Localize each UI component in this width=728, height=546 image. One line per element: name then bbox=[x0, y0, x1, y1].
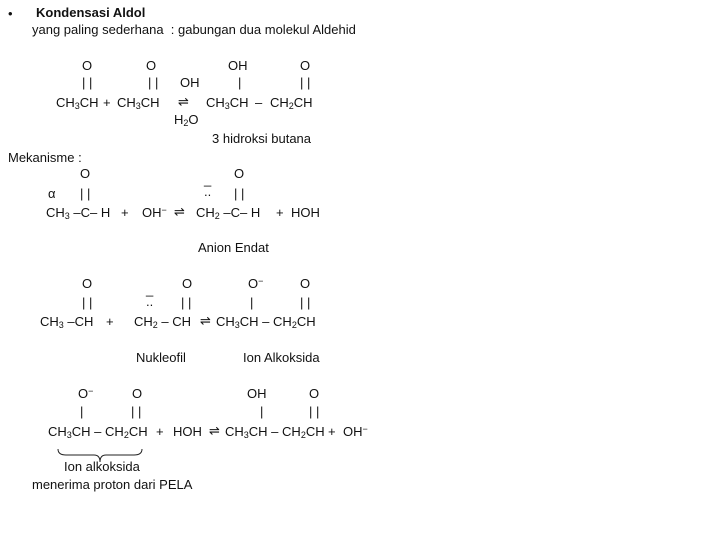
ion-alkoksida-label: Ion alkoksida bbox=[64, 459, 140, 474]
bullet-icon: • bbox=[8, 6, 13, 21]
double-bond-2: | | bbox=[181, 295, 192, 310]
mechanism-label: Mekanisme : bbox=[8, 150, 82, 165]
carbonyl-o-4: O bbox=[300, 276, 311, 291]
water: HOH bbox=[291, 205, 320, 220]
double-bond-1: | | bbox=[82, 295, 93, 310]
hydroxide-ion: OH− bbox=[142, 205, 167, 220]
carbonyl-o-right: O bbox=[234, 166, 245, 181]
double-bond-4: | | bbox=[300, 295, 311, 310]
double-bond-1: | | bbox=[82, 75, 93, 90]
acetaldehyde: $CH_3$ –C– H bbox=[46, 205, 111, 221]
equilibrium-arrow: ⇌ bbox=[200, 313, 211, 328]
alkoxide-label: Ion Alkoksida bbox=[243, 350, 320, 365]
negative-mark: _ bbox=[204, 172, 212, 187]
bond-dash: – bbox=[255, 95, 263, 110]
carbonyl-o-1: O bbox=[132, 386, 143, 401]
lone-pair: .. bbox=[204, 184, 212, 199]
enolate: $CH_2$ – CH bbox=[134, 314, 192, 330]
carbonyl-o-2: O bbox=[146, 58, 157, 73]
carbonyl-o-2: O bbox=[182, 276, 193, 291]
alkoxide-o: O− bbox=[78, 386, 94, 401]
negative-mark: _ bbox=[146, 282, 154, 297]
double-bond-left: | | bbox=[80, 186, 91, 201]
water: HOH bbox=[173, 424, 202, 439]
double-bond-right: | | bbox=[234, 186, 245, 201]
lone-pair: .. bbox=[146, 294, 154, 309]
hydroxyl-top: OH bbox=[228, 58, 248, 73]
aldol-product: $CH_3CH - CH_2CH$ bbox=[225, 424, 325, 440]
equilibrium-arrow: ⇌ bbox=[178, 94, 189, 109]
alkoxide-reactant: $CH_3CH - CH_2CH$ bbox=[48, 424, 148, 440]
carbonyl-o-1: O bbox=[82, 276, 93, 291]
heading: Kondensasi Aldol bbox=[36, 5, 146, 20]
equilibrium-arrow: ⇌ bbox=[209, 423, 220, 438]
double-bond-4: | | bbox=[309, 404, 320, 419]
hydroxyl-mid: OH bbox=[180, 75, 200, 90]
alpha-label: α bbox=[48, 186, 56, 201]
reactant-ch3ch-a: $CH_3CH$ bbox=[56, 95, 99, 111]
carbonyl-o-2: O bbox=[309, 386, 320, 401]
carbonyl-o-left: O bbox=[80, 166, 91, 181]
plus-sign-2: + bbox=[328, 424, 336, 439]
proton-note: menerima proton dari PELA bbox=[32, 477, 193, 492]
double-bond-2: | | bbox=[148, 75, 159, 90]
double-bond-4: | | bbox=[300, 75, 311, 90]
product-ch3ch: $CH_3CH$ bbox=[206, 95, 249, 111]
water-h2o: $H_2O$ bbox=[174, 112, 199, 128]
subtitle: yang paling sederhana : gabungan dua molekul Aldehid bbox=[32, 22, 356, 37]
product-name: 3 hidroksi butana bbox=[212, 131, 312, 146]
hydroxyl: OH bbox=[247, 386, 267, 401]
alkoxide-o: O− bbox=[248, 276, 264, 291]
reactant-ch3ch-b: $CH_3CH$ bbox=[117, 95, 160, 111]
single-bond-1: | bbox=[80, 404, 84, 419]
carbonyl-o-1: O bbox=[82, 58, 93, 73]
plus-sign: + bbox=[106, 314, 114, 329]
plus-sign: + bbox=[156, 424, 164, 439]
single-bond: | bbox=[238, 75, 242, 90]
plus-sign-2: + bbox=[276, 205, 284, 220]
hydroxide-ion: OH− bbox=[343, 424, 368, 439]
double-bond-2: | | bbox=[131, 404, 142, 419]
product-ch2ch: $CH_2CH$ bbox=[270, 95, 313, 111]
nucleophile-label: Nukleofil bbox=[136, 350, 186, 365]
anion-label: Anion Endat bbox=[198, 240, 269, 255]
alkoxide-product: $CH_3CH - CH_2CH$ bbox=[216, 314, 316, 330]
single-bond: | bbox=[250, 295, 254, 310]
carbonyl-o-3: O bbox=[300, 58, 311, 73]
acetaldehyde: $CH_3$ –CH bbox=[40, 314, 94, 330]
single-bond-3: | bbox=[260, 404, 264, 419]
plus-sign: + bbox=[103, 95, 111, 110]
equilibrium-arrow: ⇌ bbox=[174, 204, 185, 219]
plus-sign: + bbox=[121, 205, 129, 220]
enolate: $CH_2$ –C– H bbox=[196, 205, 261, 221]
